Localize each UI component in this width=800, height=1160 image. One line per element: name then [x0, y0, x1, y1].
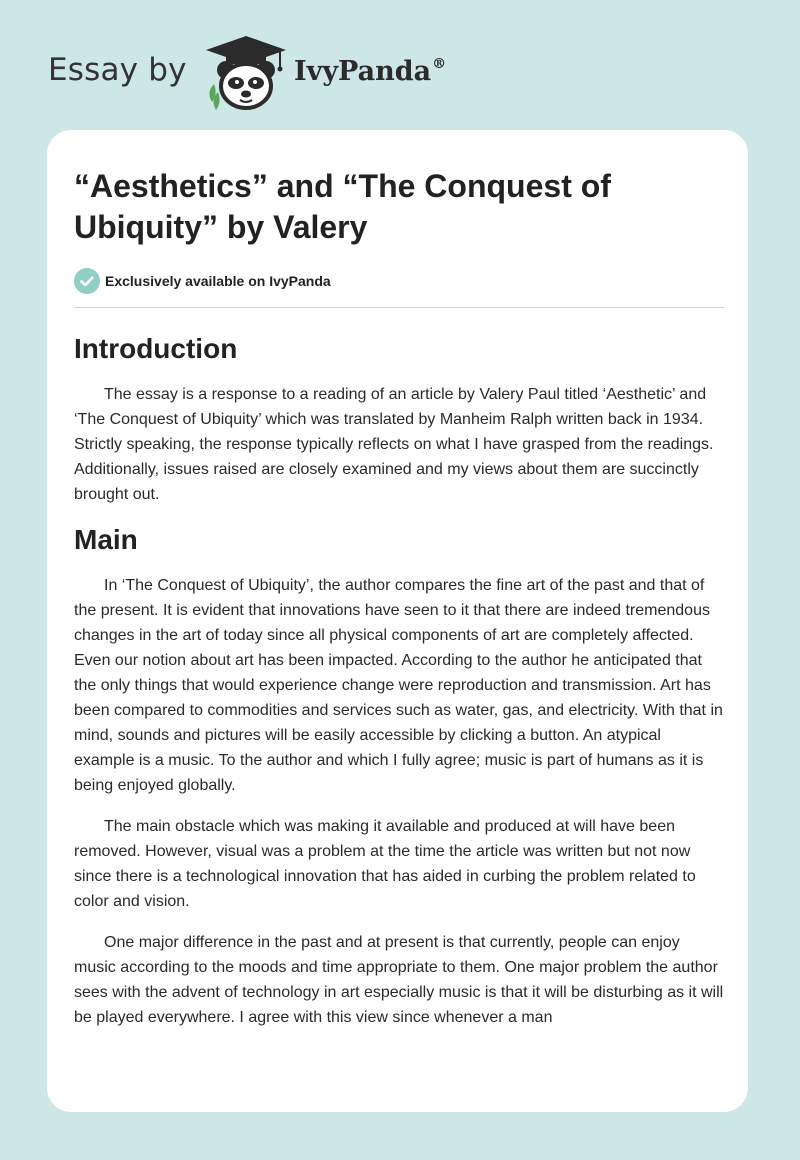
- brand-name[interactable]: IvyPanda®: [294, 56, 447, 87]
- exclusive-badge: [74, 268, 724, 294]
- paragraph: In ‘The Conquest of Ubiquity’, the author compares the fine art of the past and that of the present. It is evident that innovations have seen to it that there are indeed tremendous changes in the art of today since all physical components of art are completely affected. Even our notion about art has been impacted. According to the author he anticipated that the only things that would experience change were reproduction and transmission. Art has been compared to commodities and services such as water, gas, and electricity. With that in mind, sounds and pictures will be easily accessible by clicking a button. An atypical example is a music. To the author and which I fully agree; music is part of humans as it is being enjoyed globally.: [74, 577, 723, 794]
- paragraph: The essay is a response to a reading of an article by Valery Paul titled ‘Aesthetic’ and ‘The Conquest of Ubiquity’ which was translated by Manheim Ralph written back in 1934. Strictly speaking, the response typically reflects on what I have grasped from the readings. Additionally, issues raised are closely examined and my views about them are succinctly brought out.: [74, 386, 714, 503]
- essay-content: [74, 166, 724, 1030]
- exclusive-badge-text: Exclusively available on IvyPanda: [105, 273, 331, 289]
- section-heading-main: Main: [74, 524, 138, 555]
- essay-card: [47, 130, 748, 1112]
- panda-graduate-icon[interactable]: [200, 34, 292, 112]
- paragraph: One major difference in the past and at present is that currently, people can enjoy music according to the moods and time appropriate to them. One major problem the author sees with the advent of technology in art especially music is that it will be disturbing as it will be played everywhere. I agree with this view since whenever a man: [74, 934, 724, 1026]
- site-header: [48, 34, 748, 114]
- registered-mark: ®: [432, 56, 447, 72]
- essay-by-label: Essay by: [48, 52, 187, 88]
- section-heading-introduction: Introduction: [74, 333, 238, 364]
- check-circle-icon: [74, 268, 100, 294]
- essay-title: “Aesthetics” and “The Conquest of Ubiquity” by Valery: [74, 168, 611, 245]
- title-divider: [74, 307, 724, 308]
- paragraph: The main obstacle which was making it available and produced at will have been removed. However, visual was a problem at the time the article was written but not now since there is a technological innovation that has aided in curbing the problem related to color and vision.: [74, 818, 696, 910]
